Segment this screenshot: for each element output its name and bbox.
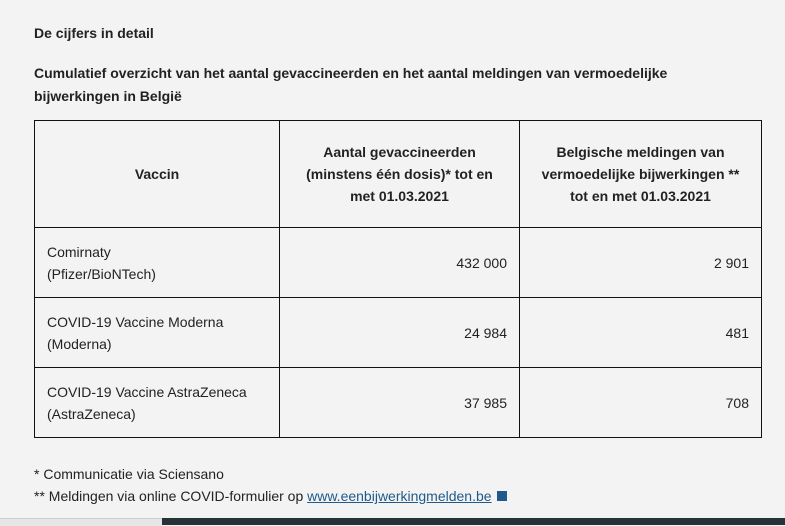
- header-vaccinated: Aantal gevaccineerden (minstens één dosis)* tot en met 01.03.2021: [280, 121, 520, 228]
- vaccine-maker: (AstraZeneca): [47, 405, 136, 422]
- table-header-row: [35, 121, 762, 228]
- report-link[interactable]: www.eenbijwerkingmelden.be: [307, 488, 492, 504]
- reports-cell: 2 901: [520, 228, 762, 298]
- table-caption: Cumulatief overzicht van het aantal gevaccineerden en het aantal meldingen van vermoedelijke bijwerkingen in België: [34, 65, 668, 104]
- footnote-1: * Communicatie via Sciensano: [34, 466, 224, 482]
- table-row: [35, 298, 762, 368]
- header-vaccin: Vaccin: [35, 121, 280, 228]
- external-link-icon: [497, 491, 507, 501]
- vaccine-maker: (Pfizer/BioNTech): [47, 265, 156, 282]
- vaccine-name: Comirnaty: [47, 243, 111, 260]
- footnote-2-text: ** Meldingen via online COVID-formulier op: [34, 488, 308, 504]
- vaccine-cell: [35, 298, 280, 368]
- vaccine-name: COVID-19 Vaccine Moderna: [47, 313, 224, 330]
- footnotes: [34, 463, 507, 507]
- vaccine-cell: [35, 228, 280, 298]
- vaccinated-cell: 37 985: [280, 368, 520, 438]
- reports-cell: 708: [520, 368, 762, 438]
- table-row: [35, 228, 762, 298]
- vaccine-table: [34, 120, 762, 438]
- footer-bar: [162, 518, 785, 525]
- reports-cell: 481: [520, 298, 762, 368]
- vaccine-maker: (Moderna): [47, 335, 112, 352]
- table-row: [35, 368, 762, 438]
- vaccine-name: COVID-19 Vaccine AstraZeneca: [47, 383, 247, 400]
- header-reports: Belgische meldingen van vermoedelijke bijwerkingen ** tot en met 01.03.2021: [520, 121, 762, 228]
- vaccinated-cell: 432 000: [280, 228, 520, 298]
- vaccine-cell: [35, 368, 280, 438]
- footnote-2: [34, 485, 507, 507]
- section-heading: De cijfers in detail: [34, 25, 154, 41]
- vaccinated-cell: 24 984: [280, 298, 520, 368]
